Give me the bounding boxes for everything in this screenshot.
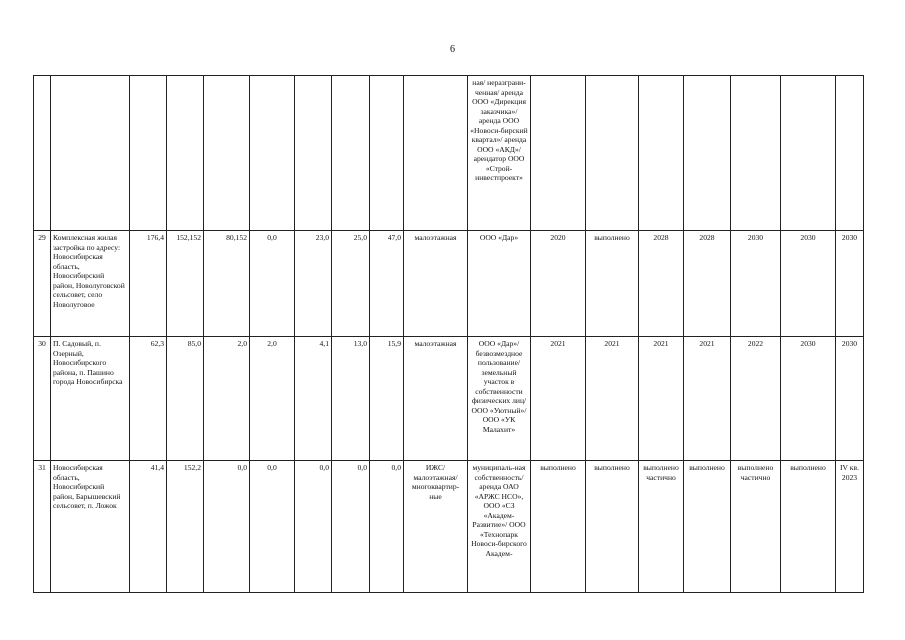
cell-y7: 2030 xyxy=(836,337,864,461)
cell-v6: 13,0 xyxy=(332,337,370,461)
cell-y3: выполнено частично xyxy=(639,461,684,593)
cell-empty xyxy=(250,76,295,231)
cell-v3: 2,0 xyxy=(204,337,250,461)
cell-y4: 2028 xyxy=(684,231,731,337)
cell-empty xyxy=(531,76,586,231)
cell-empty xyxy=(34,76,51,231)
cell-v7: 47,0 xyxy=(370,231,404,337)
cell-address: Комплексная жилая застройка по адресу: Новосибирская область, Новосибирский район, Новолуговской сельсовет, село Новолуговое xyxy=(51,231,130,337)
cell-y3: 2028 xyxy=(639,231,684,337)
cell-developer: ООО «Дар»/ безвозмездное пользование/ земельный участок в собственности физических лиц/ ООО «Уютный»/ ООО «УК Малахит» xyxy=(468,337,531,461)
table-row-continuation xyxy=(34,76,864,231)
cell-v3: 0,0 xyxy=(204,461,250,593)
cell-empty xyxy=(370,76,404,231)
table-row xyxy=(34,461,864,593)
page-number: 6 xyxy=(450,44,455,55)
cell-empty xyxy=(167,76,204,231)
cell-v1: 62,3 xyxy=(130,337,167,461)
cell-empty xyxy=(639,76,684,231)
cell-y5: 2022 xyxy=(731,337,781,461)
cell-empty xyxy=(836,76,864,231)
cell-y4: выполнено xyxy=(684,461,731,593)
cell-empty xyxy=(130,76,167,231)
cell-y2: выполнено xyxy=(586,461,639,593)
cell-y6: 2030 xyxy=(781,231,836,337)
cell-v6: 0,0 xyxy=(332,461,370,593)
cell-address: Новосибирская область, Новосибирский район, Барышевский сельсовет, п. Ложок xyxy=(51,461,130,593)
cell-y7: 2030 xyxy=(836,231,864,337)
cell-v1: 41,4 xyxy=(130,461,167,593)
cell-num: 30 xyxy=(34,337,51,461)
cell-v4: 2,0 xyxy=(250,337,295,461)
cell-y5: выполнено частично xyxy=(731,461,781,593)
cell-empty xyxy=(586,76,639,231)
cell-type: малоэтажная xyxy=(404,337,468,461)
cell-y7: IV кв. 2023 xyxy=(836,461,864,593)
cell-y6: 2030 xyxy=(781,337,836,461)
table-row xyxy=(34,231,864,337)
cell-y6: выполнено xyxy=(781,461,836,593)
table-row xyxy=(34,337,864,461)
cell-y3: 2021 xyxy=(639,337,684,461)
cell-v5: 4,1 xyxy=(295,337,332,461)
cell-v7: 15,9 xyxy=(370,337,404,461)
cell-y2: 2021 xyxy=(586,337,639,461)
cell-num: 29 xyxy=(34,231,51,337)
cell-v5: 23,0 xyxy=(295,231,332,337)
cell-v7: 0,0 xyxy=(370,461,404,593)
cell-v5: 0,0 xyxy=(295,461,332,593)
cell-v6: 25,0 xyxy=(332,231,370,337)
cell-developer: ООО «Дар» xyxy=(468,231,531,337)
cell-y5: 2030 xyxy=(731,231,781,337)
cell-v2: 152,2 xyxy=(167,461,204,593)
cell-empty xyxy=(332,76,370,231)
cell-type: малоэтажная xyxy=(404,231,468,337)
data-table xyxy=(33,75,864,593)
cell-empty xyxy=(51,76,130,231)
cell-v2: 152,152 xyxy=(167,231,204,337)
cell-y1: 2021 xyxy=(531,337,586,461)
cell-empty xyxy=(204,76,250,231)
cell-v2: 85,0 xyxy=(167,337,204,461)
cell-empty xyxy=(404,76,468,231)
cell-type: ИЖС/ малоэтажная/ многоквартир-ные xyxy=(404,461,468,593)
cell-empty xyxy=(295,76,332,231)
cell-y1: выполнено xyxy=(531,461,586,593)
cell-developer: ная/ неразграни-ченная/ аренда ООО «Дирекция заказчика»/ аренда ООО «Новоси-бирский квартал»/ аренда ООО «АКД»/ арендатор ООО «Строй-инвестпроект» xyxy=(468,76,531,231)
cell-v1: 176,4 xyxy=(130,231,167,337)
cell-empty xyxy=(781,76,836,231)
cell-y2: выполнено xyxy=(586,231,639,337)
cell-empty xyxy=(684,76,731,231)
cell-v4: 0,0 xyxy=(250,461,295,593)
cell-v4: 0,0 xyxy=(250,231,295,337)
cell-y4: 2021 xyxy=(684,337,731,461)
cell-y1: 2020 xyxy=(531,231,586,337)
cell-developer: муниципаль-ная собственность/ аренда ОАО «АРЖС НСО», ООО «СЗ «Академ-Развитие»/ ООО «Технопарк Новоси-бирского Академ- xyxy=(468,461,531,593)
cell-address: П. Садовый, п. Озерный, Новосибирского района, п. Пашино города Новосибирска xyxy=(51,337,130,461)
cell-num: 31 xyxy=(34,461,51,593)
cell-v3: 80,152 xyxy=(204,231,250,337)
cell-empty xyxy=(731,76,781,231)
